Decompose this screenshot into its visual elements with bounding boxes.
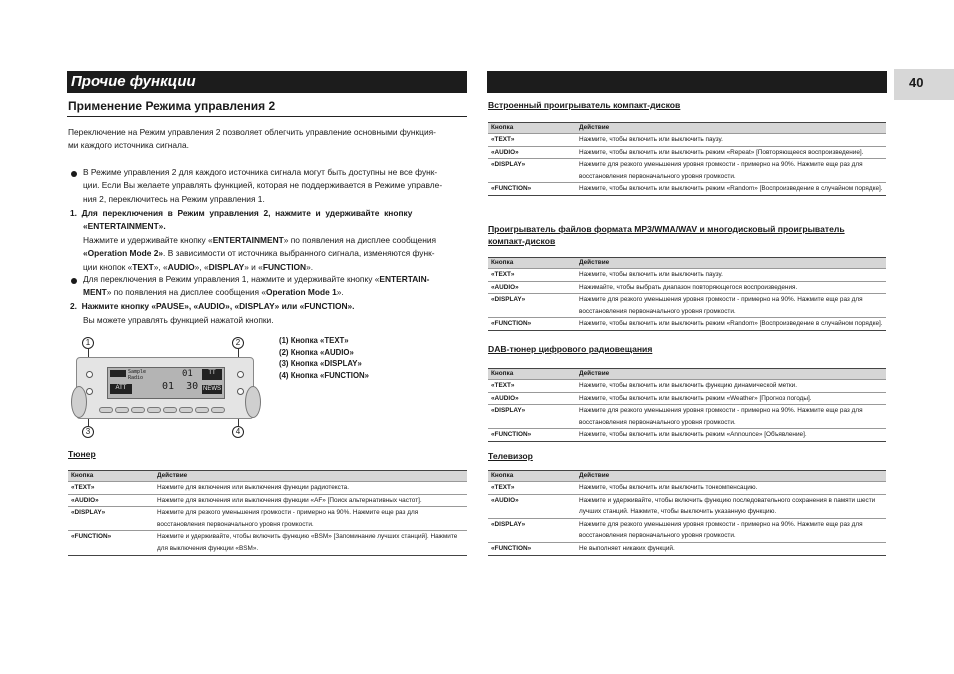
- column-header: Кнопка: [488, 369, 576, 380]
- table-cell-button: «AUDIO»: [68, 494, 154, 507]
- column-header: Действие: [576, 123, 886, 134]
- text: » по появления на дисплее сообщения «: [106, 287, 267, 298]
- preset-button[interactable]: [147, 407, 161, 413]
- button-name: ENTERTAIN-: [379, 274, 430, 284]
- table-row: [488, 269, 886, 282]
- table-cell-button: «DISPLAY»: [488, 159, 576, 183]
- table-cell-button: «FUNCTION»: [488, 183, 576, 196]
- table-row: [488, 134, 886, 147]
- table-row: [488, 294, 886, 318]
- text: Нажмите и удерживайте кнопку «: [83, 235, 213, 245]
- step-2-description: Вы можете управлять функцией нажатой кнопки.: [83, 315, 274, 325]
- table-row: [488, 392, 886, 405]
- table-cell-action: Нажмите для включения или выключения функции радиотекста.: [154, 482, 467, 495]
- table-header-row: [488, 369, 886, 380]
- callout-2: 2: [232, 337, 244, 349]
- preset-button[interactable]: [99, 407, 113, 413]
- page-number-box: [894, 69, 954, 100]
- button-name: FUNCTION: [262, 261, 307, 272]
- table-cell-button: «FUNCTION»: [68, 531, 154, 555]
- tuner-table: [68, 470, 467, 556]
- table-cell-button: «AUDIO»: [488, 281, 576, 294]
- display-att-label: ATT: [110, 384, 132, 394]
- table-row: [488, 159, 886, 183]
- table-row: [68, 531, 467, 555]
- table-cell-action: Нажмите для резкого уменьшения уровня громкости - примерно на 90%. Нажмите еще раз для восстановления первоначального уровня громкости.: [576, 159, 886, 183]
- legend-item: (2) Кнопка «AUDIO»: [279, 347, 354, 357]
- legend-item: (1) Кнопка «TEXT»: [279, 336, 349, 345]
- table-cell-action: Нажмите, чтобы включить или выключить тонкомпенсацию.: [576, 482, 886, 495]
- table-cell-action: Нажмите, чтобы включить или выключить паузу.: [576, 134, 886, 147]
- mp3-title-line: компакт-дисков: [488, 236, 556, 246]
- table-row: [488, 542, 886, 555]
- legend-item: (3) Кнопка «DISPLAY»: [279, 359, 362, 369]
- callout-1: 1: [82, 337, 94, 349]
- display-small-text-2: Radio: [128, 375, 144, 381]
- text: Для переключения в Режим управления 1, нажмите и удерживайте кнопку «: [83, 274, 380, 284]
- mp3-table-title: [488, 223, 886, 247]
- table-cell-button: «DISPLAY»: [488, 405, 576, 429]
- table-cell-button: «TEXT»: [488, 269, 576, 282]
- table-cell-button: «FUNCTION»: [488, 318, 576, 331]
- table-row: [488, 494, 886, 518]
- display-source-icon: [110, 370, 126, 377]
- tuner-table-title: Тюнер: [68, 449, 96, 459]
- volume-knob: [71, 386, 87, 418]
- callout-4: 4: [232, 426, 244, 438]
- section-header-bar: [67, 71, 467, 93]
- bullet-note-1: [83, 166, 466, 206]
- table-cell-action: Нажмите, чтобы включить или выключить режим «Repeat» [Повторяющееся воспроизведение].: [576, 146, 886, 159]
- table-header-row: [488, 471, 886, 482]
- table-cell-button: «FUNCTION»: [488, 429, 576, 442]
- intro-line-1: Переключение на Режим управления 2 позволяет облегчить управление основными функция-: [68, 127, 436, 137]
- column-header: Кнопка: [488, 123, 576, 134]
- bullet1-line: В Режиме управления 2 для каждого источника сигнала могут быть доступны не все функ-: [83, 167, 438, 177]
- button-name: AUDIO: [167, 261, 195, 272]
- unit-display: [107, 367, 225, 399]
- preset-button[interactable]: [131, 407, 145, 413]
- text: », «: [194, 261, 209, 272]
- preset-button[interactable]: [163, 407, 177, 413]
- table-row: [488, 380, 886, 393]
- column-header: Кнопка: [488, 258, 576, 269]
- mp3-table: [488, 257, 886, 331]
- bullet1-line: ния 2, переключитесь на Режим управления 1.: [83, 193, 265, 204]
- table-row: [488, 482, 886, 495]
- text: ».: [306, 261, 314, 272]
- display-tt-label: TT: [202, 369, 222, 380]
- table-cell-action: Нажмите, чтобы включить или выключить паузу.: [576, 269, 886, 282]
- table-header-row: [488, 123, 886, 134]
- function-button[interactable]: [237, 388, 244, 395]
- table-row: [488, 518, 886, 542]
- column-header: Кнопка: [68, 471, 154, 482]
- audio-button[interactable]: [237, 371, 244, 378]
- text-button[interactable]: [86, 371, 93, 378]
- column-header: Действие: [576, 471, 886, 482]
- intro-paragraph: [68, 126, 466, 153]
- table-row: [68, 482, 467, 495]
- right-knob: [245, 386, 261, 418]
- tv-table: [488, 470, 886, 556]
- cd-table: [488, 122, 886, 196]
- section-title: Прочие функции: [71, 73, 196, 90]
- table-header-row: [488, 258, 886, 269]
- step1-line: «ENTERTAINMENT».: [83, 221, 166, 232]
- button-legend: [279, 335, 369, 381]
- dab-table-title: DAB-тюнер цифрового радиовещания: [488, 344, 653, 354]
- text: », «: [153, 261, 168, 272]
- table-cell-button: «DISPLAY»: [488, 294, 576, 318]
- step1-line: 1. Для переключения в Режим управления 2, нажмите и удерживайте кнопку: [70, 208, 413, 218]
- table-row: [488, 318, 886, 331]
- table-row: [68, 507, 467, 531]
- text: ».: [336, 287, 344, 298]
- legend-item: (4) Кнопка «FUNCTION»: [279, 370, 369, 380]
- display-frequency: 01 30: [162, 381, 199, 392]
- text: ции кнопок «: [83, 261, 133, 272]
- mp3-title-line: Проигрыватель файлов формата MP3/WMA/WAV и многодисковый проигрыватель: [488, 224, 845, 234]
- table-cell-action: Нажмите, чтобы включить или выключить режим «Weather» [Прогноз погоды].: [576, 392, 886, 405]
- bullet-dot: [71, 278, 77, 284]
- page-heading: Применение Режима управления 2: [68, 99, 276, 113]
- preset-button-row: [99, 406, 239, 414]
- tv-table-title: Телевизор: [488, 451, 533, 461]
- table-cell-button: «TEXT»: [68, 482, 154, 495]
- column-header: Действие: [576, 369, 886, 380]
- step-2-instruction: 2. Нажмите кнопку «PAUSE», «AUDIO», «DISPLAY» или «FUNCTION».: [70, 301, 355, 311]
- column-header: Действие: [576, 258, 886, 269]
- table-cell-button: «AUDIO»: [488, 494, 576, 518]
- callout-3: 3: [82, 426, 94, 438]
- table-cell-button: «AUDIO»: [488, 392, 576, 405]
- table-row: [68, 494, 467, 507]
- table-cell-action: Нажмите, чтобы включить или выключить режим «Announce» [Объявление].: [576, 429, 886, 442]
- table-cell-button: «AUDIO»: [488, 146, 576, 159]
- bullet-note-2: [83, 273, 466, 300]
- table-cell-button: «DISPLAY»: [488, 518, 576, 542]
- table-cell-action: Нажмите, чтобы включить или выключить режим «Random» [Воспроизведение в случайном порядке].: [576, 318, 886, 331]
- table-cell-button: «TEXT»: [488, 134, 576, 147]
- column-header: Кнопка: [488, 471, 576, 482]
- table-cell-action: Нажмите и удерживайте, чтобы включить функцию последовательного сохранения в памяти шести лучших станций. Нажмите, чтобы выключить указанную функцию.: [576, 494, 886, 518]
- table-cell-action: Нажмите для резкого уменьшения уровня громкости - примерно на 90%. Нажмите еще раз для восстановления первоначального уровня громкости.: [576, 518, 886, 542]
- message-name: «Operation Mode 2»: [83, 248, 164, 259]
- display-button[interactable]: [86, 388, 93, 395]
- bullet-dot: [71, 171, 77, 177]
- display-preset: 01: [182, 369, 193, 379]
- button-name: MENT: [83, 287, 107, 298]
- intro-line-2: ми каждого источника сигнала.: [68, 140, 189, 151]
- table-cell-action: Нажмите и удерживайте, чтобы включить функцию «BSM» [Запоминание лучших станций]. Нажмите для выключения функции «BSM».: [154, 531, 467, 555]
- preset-button[interactable]: [115, 407, 129, 413]
- table-cell-button: «FUNCTION»: [488, 542, 576, 555]
- table-cell-button: «TEXT»: [488, 482, 576, 495]
- bullet1-line: ции. Если Вы желаете управлять функцией, которая не поддерживается в Режиме управле-: [83, 180, 443, 191]
- display-news-label: NEWS: [203, 386, 221, 392]
- right-header-bar: [487, 71, 887, 93]
- display-small-text: Sample: [128, 369, 147, 375]
- head-unit-illustration: [68, 335, 260, 440]
- table-cell-button: «DISPLAY»: [68, 507, 154, 531]
- dab-table: [488, 368, 886, 442]
- table-row: [488, 183, 886, 196]
- table-cell-button: «TEXT»: [488, 380, 576, 393]
- table-cell-action: Нажимайте, чтобы выбрать диапазон повторяющегося воспроизведения.: [576, 281, 886, 294]
- message-name: Operation Mode 1: [266, 287, 337, 298]
- preset-button[interactable]: [179, 407, 193, 413]
- text: » и «: [244, 261, 263, 272]
- table-cell-action: Не выполняет никаких функций.: [576, 542, 886, 555]
- table-header-row: [68, 471, 467, 482]
- button-name: ENTERTAINMENT: [212, 235, 284, 245]
- step-1-instruction: [70, 207, 466, 234]
- preset-button[interactable]: [211, 407, 225, 413]
- table-cell-action: Нажмите для резкого уменьшения громкости - примерно на 90%. Нажмите еще раз для восстановления первоначального уровня громкости.: [154, 507, 467, 531]
- table-cell-action: Нажмите, чтобы включить или выключить функцию динамической метки.: [576, 380, 886, 393]
- page-number: 40: [909, 75, 924, 90]
- step-1-description: [83, 234, 466, 274]
- table-cell-action: Нажмите, чтобы включить или выключить режим «Random» [Воспроизведение в случайном порядке].: [576, 183, 886, 196]
- table-cell-action: Нажмите для резкого уменьшения уровня громкости - примерно на 90%. Нажмите еще раз для восстановления первоначального уровня громкости.: [576, 405, 886, 429]
- table-row: [488, 146, 886, 159]
- table-row: [488, 429, 886, 442]
- preset-button[interactable]: [195, 407, 209, 413]
- heading-rule: [67, 116, 467, 117]
- button-name: TEXT: [132, 261, 154, 272]
- cd-table-title: Встроенный проигрыватель компакт-дисков: [488, 100, 681, 110]
- head-unit-body: [76, 357, 254, 419]
- table-row: [488, 405, 886, 429]
- table-row: [488, 281, 886, 294]
- table-cell-action: Нажмите для резкого уменьшения уровня громкости - примерно на 90%. Нажмите еще раз для восстановления первоначального уровня громкости.: [576, 294, 886, 318]
- table-cell-action: Нажмите для включения или выключения функции «AF» [Поиск альтернативных частот].: [154, 494, 467, 507]
- text: . В зависимости от источника выбранного сигнала, изменяются функ-: [163, 248, 435, 259]
- button-name: DISPLAY: [208, 261, 245, 272]
- column-header: Действие: [154, 471, 467, 482]
- text: » по появления на дисплее сообщения: [283, 235, 437, 245]
